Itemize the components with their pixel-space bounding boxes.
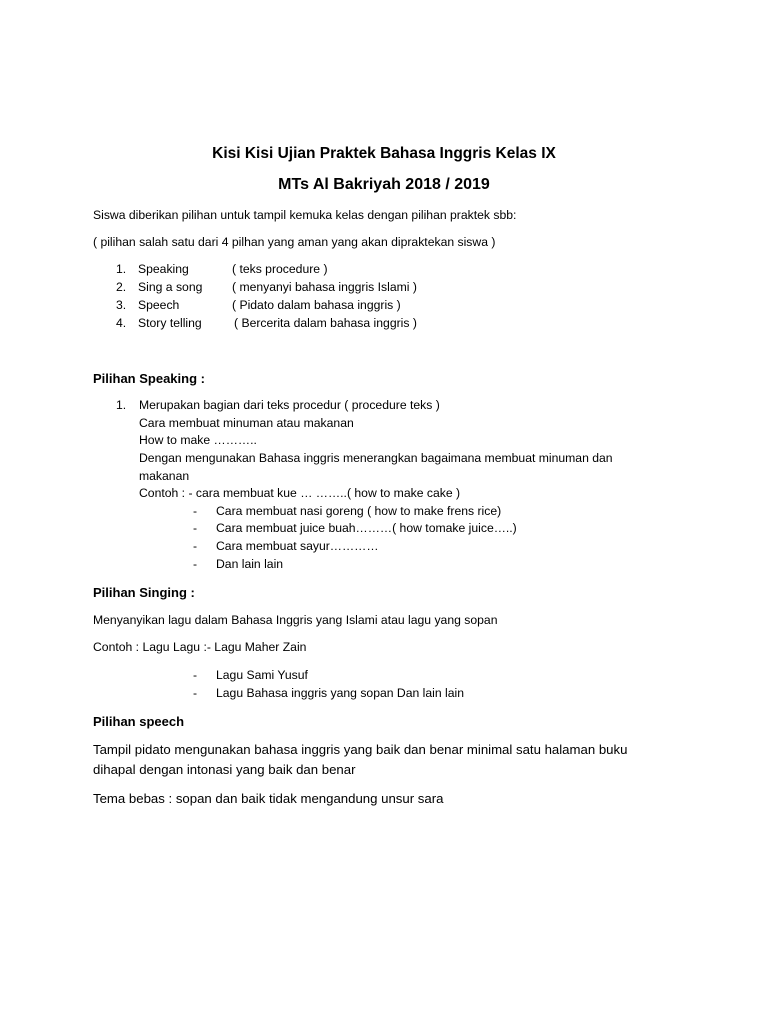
speaking-line: Dengan mengunakan Bahasa inggris menerangkan bagaimana membuat minuman dan xyxy=(139,451,613,465)
speech-heading: Pilihan speech xyxy=(93,714,185,729)
list-number: 1. xyxy=(116,398,127,412)
list-number: 4. xyxy=(116,316,127,330)
dash-bullet: - xyxy=(193,521,198,535)
singing-heading: Pilihan Singing : xyxy=(93,585,195,600)
list-number: 3. xyxy=(116,298,127,312)
speaking-line: Contoh : - cara membuat kue … ……..( how to make cake ) xyxy=(139,486,461,500)
speech-text: Tampil pidato mengunakan bahasa inggris yang baik dan benar minimal satu halaman buku xyxy=(93,742,628,757)
option-name: Speaking xyxy=(138,262,189,276)
option-description: ( Bercerita dalam bahasa inggris ) xyxy=(234,316,417,330)
singing-example-intro: Contoh : Lagu Lagu :- Lagu Maher Zain xyxy=(93,640,307,654)
option-name: Story telling xyxy=(138,316,202,330)
option-name: Sing a song xyxy=(138,280,203,294)
intro-note: ( pilihan salah satu dari 4 pilhan yang aman yang akan dipraktekan siswa ) xyxy=(93,235,496,249)
list-item xyxy=(116,298,536,316)
intro-text: Siswa diberikan pilihan untuk tampil kemuka kelas dengan pilihan praktek sbb: xyxy=(93,208,517,222)
speaking-line: makanan xyxy=(139,469,190,483)
dash-bullet: - xyxy=(193,539,198,553)
list-item xyxy=(116,316,536,334)
speech-text: dihapal dengan intonasi yang baik dan benar xyxy=(93,762,356,777)
singing-example: Lagu Bahasa inggris yang sopan Dan lain lain xyxy=(216,686,464,700)
document-subtitle: MTs Al Bakriyah 2018 / 2019 xyxy=(278,176,490,193)
option-description: ( teks procedure ) xyxy=(232,262,328,276)
speaking-line: How to make ……….. xyxy=(139,433,257,447)
document-title: Kisi Kisi Ujian Praktek Bahasa Inggris Kelas IX xyxy=(212,145,556,162)
list-item xyxy=(116,280,536,298)
speech-theme: Tema bebas : sopan dan baik tidak mengandung unsur sara xyxy=(93,791,444,806)
speaking-example: Dan lain lain xyxy=(216,557,284,571)
speaking-example: Cara membuat nasi goreng ( how to make frens rice) xyxy=(216,504,502,518)
speaking-heading: Pilihan Speaking : xyxy=(93,371,205,386)
dash-bullet: - xyxy=(193,504,198,518)
options-list xyxy=(116,262,536,334)
list-number: 1. xyxy=(116,262,127,276)
dash-bullet: - xyxy=(193,557,198,571)
singing-example: Lagu Sami Yusuf xyxy=(216,668,308,682)
option-name: Speech xyxy=(138,298,180,312)
list-item xyxy=(116,262,536,280)
speaking-line: Cara membuat minuman atau makanan xyxy=(139,416,354,430)
option-description: ( Pidato dalam bahasa inggris ) xyxy=(232,298,401,312)
dash-bullet: - xyxy=(193,686,198,700)
option-description: ( menyanyi bahasa inggris Islami ) xyxy=(232,280,417,294)
dash-bullet: - xyxy=(193,668,198,682)
speaking-line: Merupakan bagian dari teks procedur ( procedure teks ) xyxy=(139,398,440,412)
singing-text: Menyanyikan lagu dalam Bahasa Inggris yang Islami atau lagu yang sopan xyxy=(93,613,498,627)
speaking-example: Cara membuat sayur………… xyxy=(216,539,379,553)
speaking-example: Cara membuat juice buah………( how tomake juice…..) xyxy=(216,521,517,535)
list-number: 2. xyxy=(116,280,127,294)
